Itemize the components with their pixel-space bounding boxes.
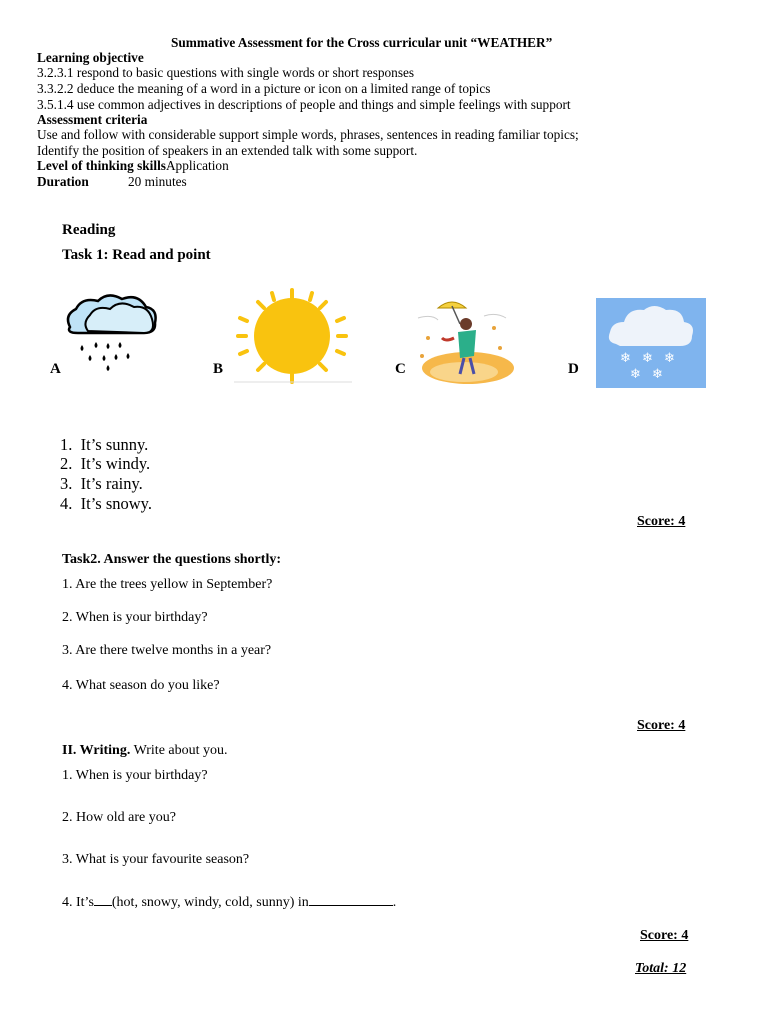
svg-text:❄: ❄ (630, 367, 641, 382)
task2-question-3: 3. Are there twelve months in a year? (62, 643, 272, 658)
list-item: 3. It’s rainy. (60, 474, 143, 493)
writing-question-3: 3. What is your favourite season? (62, 852, 250, 867)
score-writing: Score: 4 (640, 928, 689, 943)
writing-heading-row (62, 742, 228, 759)
reading-heading: Reading (62, 222, 116, 238)
windy-person-icon (408, 298, 514, 386)
list-item: 1. It’s sunny. (60, 435, 149, 454)
task2-question-2: 2. When is your birthday? (62, 610, 208, 625)
task2-question-4: 4. What season do you like? (62, 678, 220, 693)
list-item: 2. It’s windy. (60, 454, 151, 473)
svg-text:❄: ❄ (664, 351, 675, 366)
objective-1: 3.2.3.1 respond to basic questions with single words or short responses (37, 65, 415, 80)
duration-label: Duration (37, 174, 89, 189)
list-item: 4. It’s snowy. (60, 494, 152, 513)
picture-letter-b: B (213, 361, 224, 377)
criteria-2: Identify the position of speakers in an extended talk with some support. (37, 143, 418, 158)
writing-question-4: 4. It’s (hot, snowy, windy, cold, sunny) in . (62, 895, 397, 910)
thinking-skills-row (37, 158, 229, 173)
page-title: Summative Assessment for the Cross curricular unit “WEATHER” (171, 35, 553, 50)
thinking-skills-label: Level of thinking skills (37, 158, 166, 173)
writing-question-2: 2. How old are you? (62, 810, 176, 825)
learning-objective-label: Learning objective (37, 50, 144, 65)
task2-title: Task2. Answer the questions shortly: (62, 552, 281, 567)
thinking-skills-value: Application (165, 158, 229, 173)
answer-blank-weather[interactable] (94, 893, 112, 906)
duration-value: 20 minutes (128, 174, 187, 189)
writing-heading: II. Writing. (62, 743, 131, 758)
total-score: Total: 12 (635, 961, 687, 976)
svg-text:❄: ❄ (642, 351, 653, 366)
picture-letter-d: D (568, 361, 579, 377)
task1-title: Task 1: Read and point (62, 247, 211, 263)
answer-blank-season[interactable] (309, 893, 393, 906)
picture-letter-a: A (50, 361, 61, 377)
picture-letter-c: C (395, 361, 406, 377)
rain-cloud-icon (60, 287, 170, 382)
sun-icon (234, 288, 352, 384)
writing-instruction: Write about you. (133, 743, 228, 758)
objective-2: 3.3.2.2 deduce the meaning of a word in a picture or icon on a limited range of topics (37, 81, 491, 96)
criteria-1: Use and follow with considerable support simple words, phrases, sentences in reading familiar topics; (37, 127, 579, 142)
score-task2: Score: 4 (637, 718, 686, 733)
score-task1: Score: 4 (637, 514, 686, 529)
snow-cloud-icon (596, 298, 706, 388)
objective-3: 3.5.1.4 use common adjectives in descriptions of people and things and simple feelings with support (37, 97, 571, 112)
svg-text:❄: ❄ (652, 367, 663, 382)
task2-question-1: 1. Are the trees yellow in September? (62, 577, 273, 592)
svg-text:❄: ❄ (620, 351, 631, 366)
writing-question-1: 1. When is your birthday? (62, 768, 208, 783)
assessment-criteria-label: Assessment criteria (37, 112, 148, 127)
